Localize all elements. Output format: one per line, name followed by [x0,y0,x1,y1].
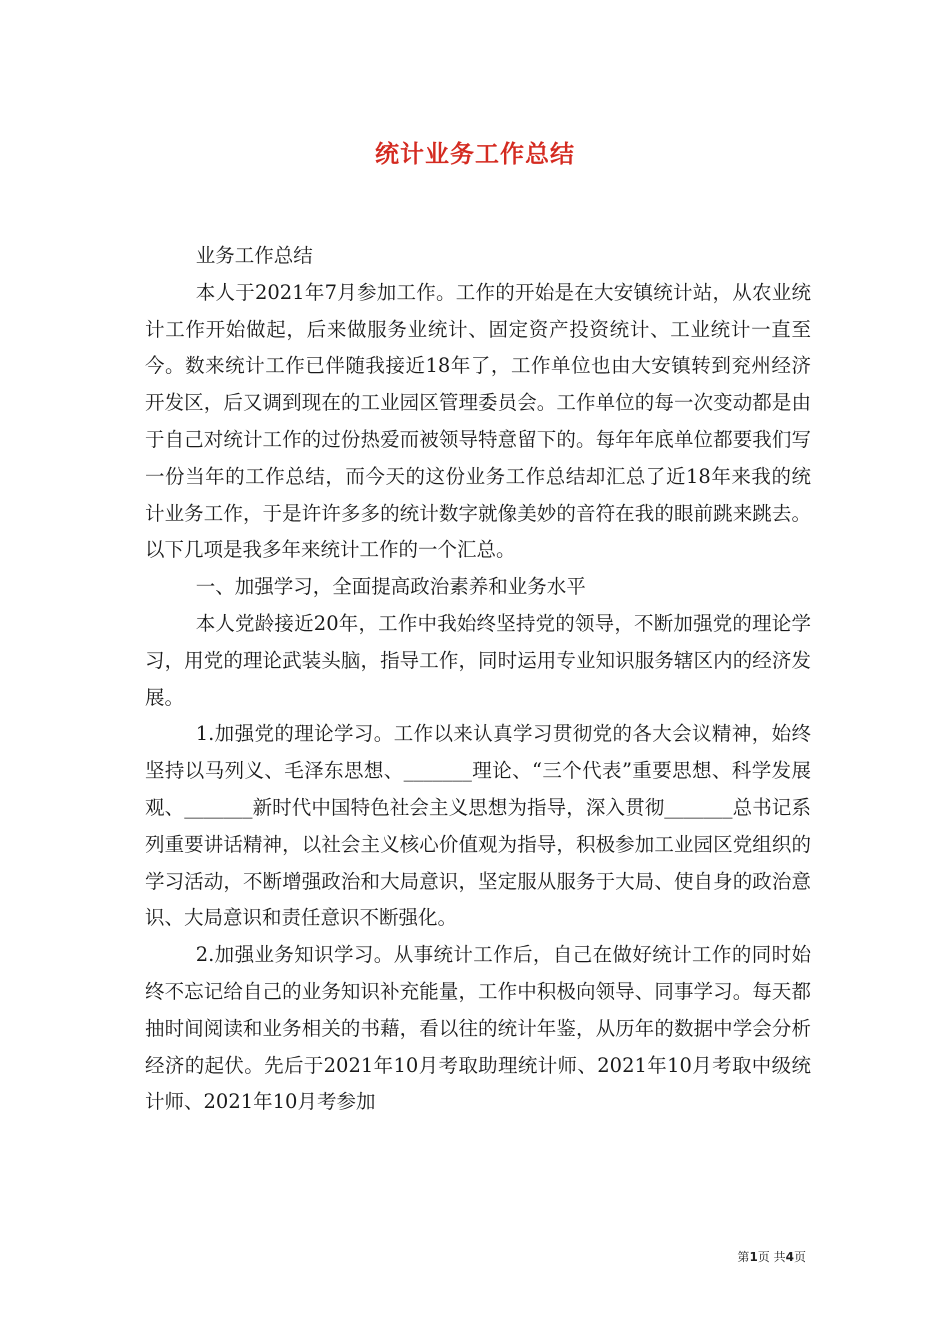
current-page-number: 1 [749,1250,758,1264]
page-footer [737,1248,806,1265]
document-title: 统计业务工作总结 [375,140,575,168]
footer-middle: 页 共 [757,1250,786,1264]
footer-suffix: 页 [793,1250,806,1264]
total-pages-number: 4 [785,1250,794,1264]
section-heading: 一、加强学习，全面提高政治素养和业务水平 [195,575,586,599]
paragraph: 2.加强业务知识学习。从事统计工作后，自己在做好统计工作的同时始终不忘记给自己的业务知识补充能量，工作中积极向领导、同事学习。每天都抽时间阅读和业务相关的书藉，看以往的统计年鉴，从历年的数据中学会分析经济的起伏。先后于2021年10月考取助理统计师、2021年10月考取中级统计师、2021年10月考参加 [145,943,811,1114]
document-body [145,238,811,1121]
paragraph: 本人党龄接近20年，工作中我始终坚持党的领导，不断加强党的理论学习，用党的理论武装头脑，指导工作，同时运用专业知识服务辖区内的经济发展。 [145,611,811,709]
footer-prefix: 第 [737,1250,750,1264]
paragraph: 1.加强党的理论学习。工作以来认真学习贯彻党的各大会议精神，始终坚持以马列义、毛泽东思想、_______理论、“三个代表”重要思想、科学发展观、_______新时代中国特色社会主义思想为指导，深入贯彻_______总书记系列重要讲话精神，以社会主义核心价值观为指导，积极参加工业园区党组织的学习活动，不断增强政治和大局意识，坚定服从服务于大局、使自身的政治意识、大局意识和责任意识不断强化。 [145,722,811,930]
paragraph: 本人于2021年7月参加工作。工作的开始是在大安镇统计站，从农业统计工作开始做起，后来做服务业统计、固定资产投资统计、工业统计一直至今。数来统计工作已伴随我接近18年了，工作单位也由大安镇转到兖州经济开发区，后又调到现在的工业园区管理委员会。工作单位的每一次变动都是由于自己对统计工作的过份热爱而被领导特意留下的。每年年底单位都要我们写一份当年的工作总结，而今天的这份业务工作总结却汇总了近18年来我的统计业务工作，于是许许多多的统计数字就像美妙的音符在我的眼前跳来跳去。以下几项是我多年来统计工作的一个汇总。 [145,280,811,562]
section-heading: 业务工作总结 [195,244,313,267]
